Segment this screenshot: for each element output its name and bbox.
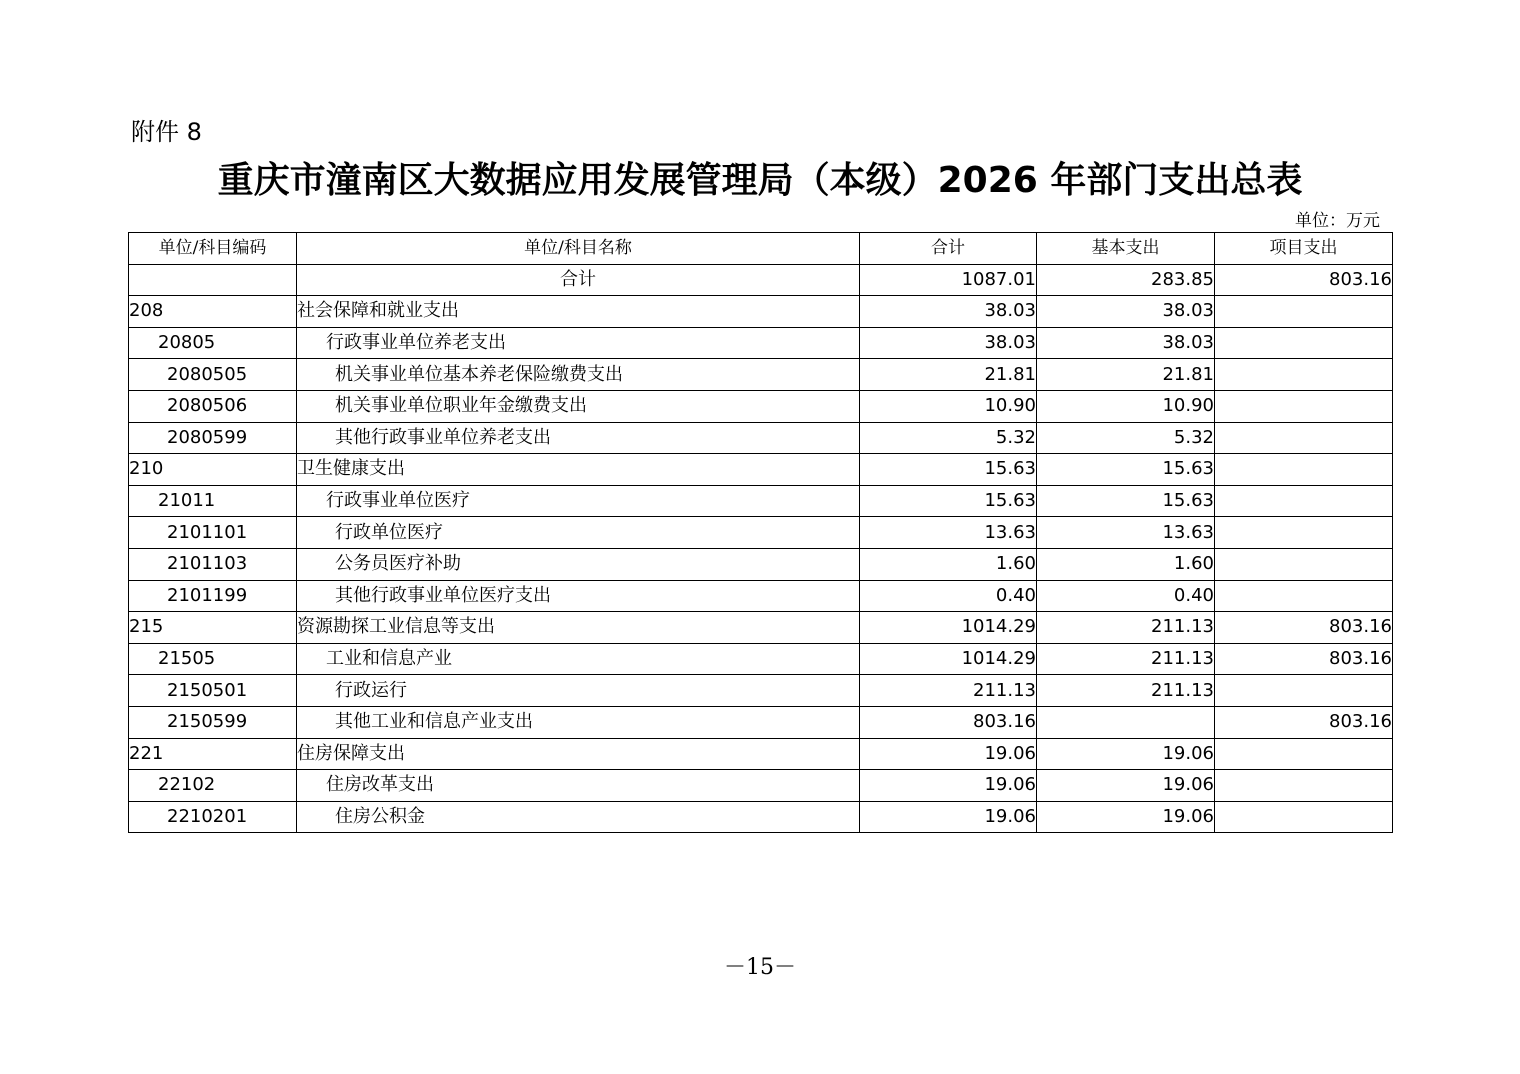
cell-basic: 13.63 [1037, 517, 1215, 549]
cell-project [1215, 390, 1393, 422]
cell-code: 215 [129, 612, 297, 644]
cell-name: 合计 [297, 264, 860, 296]
cell-total: 10.90 [860, 390, 1037, 422]
cell-total: 1014.29 [860, 643, 1037, 675]
cell-basic: 211.13 [1037, 675, 1215, 707]
cell-total: 15.63 [860, 485, 1037, 517]
header-total: 合计 [860, 233, 1037, 265]
cell-name: 工业和信息产业 [297, 643, 860, 675]
table-row [129, 422, 1393, 454]
cell-code: 21505 [129, 643, 297, 675]
cell-code: 2210201 [129, 801, 297, 833]
table-row [129, 454, 1393, 486]
cell-code: 2150599 [129, 706, 297, 738]
cell-code: 221 [129, 738, 297, 770]
cell-name: 机关事业单位基本养老保险缴费支出 [297, 359, 860, 391]
cell-code: 2080505 [129, 359, 297, 391]
table-row [129, 485, 1393, 517]
cell-code [129, 264, 297, 296]
table-row [129, 706, 1393, 738]
document-title: 重庆市潼南区大数据应用发展管理局（本级）2026 年部门支出总表 [217, 160, 1303, 201]
cell-basic: 283.85 [1037, 264, 1215, 296]
table-row [129, 643, 1393, 675]
cell-total: 1087.01 [860, 264, 1037, 296]
cell-total: 15.63 [860, 454, 1037, 486]
cell-name: 住房保障支出 [297, 738, 860, 770]
cell-name: 其他行政事业单位医疗支出 [297, 580, 860, 612]
cell-code: 2150501 [129, 675, 297, 707]
header-code: 单位/科目编码 [129, 233, 297, 265]
cell-code: 210 [129, 454, 297, 486]
cell-basic: 15.63 [1037, 454, 1215, 486]
cell-total: 19.06 [860, 801, 1037, 833]
cell-basic [1037, 706, 1215, 738]
cell-code: 21011 [129, 485, 297, 517]
cell-project [1215, 801, 1393, 833]
table-row [129, 770, 1393, 802]
cell-basic: 5.32 [1037, 422, 1215, 454]
unit-label: 单位：万元 [1295, 211, 1380, 231]
cell-basic: 38.03 [1037, 327, 1215, 359]
cell-project [1215, 675, 1393, 707]
cell-project [1215, 770, 1393, 802]
table-row [129, 580, 1393, 612]
table-row [129, 675, 1393, 707]
table-row [129, 738, 1393, 770]
cell-code: 2101103 [129, 548, 297, 580]
cell-project [1215, 359, 1393, 391]
cell-name: 行政运行 [297, 675, 860, 707]
cell-basic: 15.63 [1037, 485, 1215, 517]
cell-project [1215, 327, 1393, 359]
attachment-label: 附件 8 [131, 118, 202, 146]
cell-name: 其他行政事业单位养老支出 [297, 422, 860, 454]
cell-basic: 211.13 [1037, 643, 1215, 675]
table-row [129, 517, 1393, 549]
cell-project: 803.16 [1215, 612, 1393, 644]
cell-name: 行政事业单位医疗 [297, 485, 860, 517]
table-row [129, 359, 1393, 391]
cell-name: 公务员医疗补助 [297, 548, 860, 580]
table-row [129, 327, 1393, 359]
cell-code: 2080599 [129, 422, 297, 454]
cell-project [1215, 517, 1393, 549]
header-name: 单位/科目名称 [297, 233, 860, 265]
table-body [129, 264, 1393, 833]
cell-code: 2101101 [129, 517, 297, 549]
cell-basic: 1.60 [1037, 548, 1215, 580]
expense-table [128, 232, 1393, 833]
cell-total: 211.13 [860, 675, 1037, 707]
cell-project: 803.16 [1215, 264, 1393, 296]
page-number: －15－ [724, 955, 796, 980]
table-row [129, 296, 1393, 328]
cell-basic: 21.81 [1037, 359, 1215, 391]
header-project: 项目支出 [1215, 233, 1393, 265]
cell-basic: 38.03 [1037, 296, 1215, 328]
cell-name: 行政事业单位养老支出 [297, 327, 860, 359]
cell-project: 803.16 [1215, 706, 1393, 738]
table-row [129, 801, 1393, 833]
cell-basic: 0.40 [1037, 580, 1215, 612]
cell-total: 13.63 [860, 517, 1037, 549]
table-row [129, 264, 1393, 296]
cell-name: 卫生健康支出 [297, 454, 860, 486]
cell-project [1215, 485, 1393, 517]
cell-name: 行政单位医疗 [297, 517, 860, 549]
cell-name: 资源勘探工业信息等支出 [297, 612, 860, 644]
cell-total: 19.06 [860, 770, 1037, 802]
cell-project [1215, 548, 1393, 580]
cell-project [1215, 422, 1393, 454]
cell-code: 208 [129, 296, 297, 328]
cell-project [1215, 454, 1393, 486]
cell-total: 38.03 [860, 296, 1037, 328]
header-basic: 基本支出 [1037, 233, 1215, 265]
cell-code: 2101199 [129, 580, 297, 612]
cell-code: 22102 [129, 770, 297, 802]
cell-total: 19.06 [860, 738, 1037, 770]
cell-basic: 10.90 [1037, 390, 1215, 422]
cell-name: 住房改革支出 [297, 770, 860, 802]
table-row [129, 612, 1393, 644]
cell-total: 1014.29 [860, 612, 1037, 644]
cell-total: 1.60 [860, 548, 1037, 580]
cell-basic: 211.13 [1037, 612, 1215, 644]
cell-project [1215, 296, 1393, 328]
cell-basic: 19.06 [1037, 738, 1215, 770]
cell-project [1215, 580, 1393, 612]
cell-name: 机关事业单位职业年金缴费支出 [297, 390, 860, 422]
cell-code: 2080506 [129, 390, 297, 422]
cell-basic: 19.06 [1037, 801, 1215, 833]
cell-name: 社会保障和就业支出 [297, 296, 860, 328]
cell-basic: 19.06 [1037, 770, 1215, 802]
cell-total: 38.03 [860, 327, 1037, 359]
cell-total: 5.32 [860, 422, 1037, 454]
table-header-row [129, 233, 1393, 265]
cell-code: 20805 [129, 327, 297, 359]
cell-total: 0.40 [860, 580, 1037, 612]
table-row [129, 390, 1393, 422]
cell-total: 803.16 [860, 706, 1037, 738]
cell-total: 21.81 [860, 359, 1037, 391]
table-row [129, 548, 1393, 580]
cell-name: 其他工业和信息产业支出 [297, 706, 860, 738]
cell-project [1215, 738, 1393, 770]
cell-project: 803.16 [1215, 643, 1393, 675]
cell-name: 住房公积金 [297, 801, 860, 833]
